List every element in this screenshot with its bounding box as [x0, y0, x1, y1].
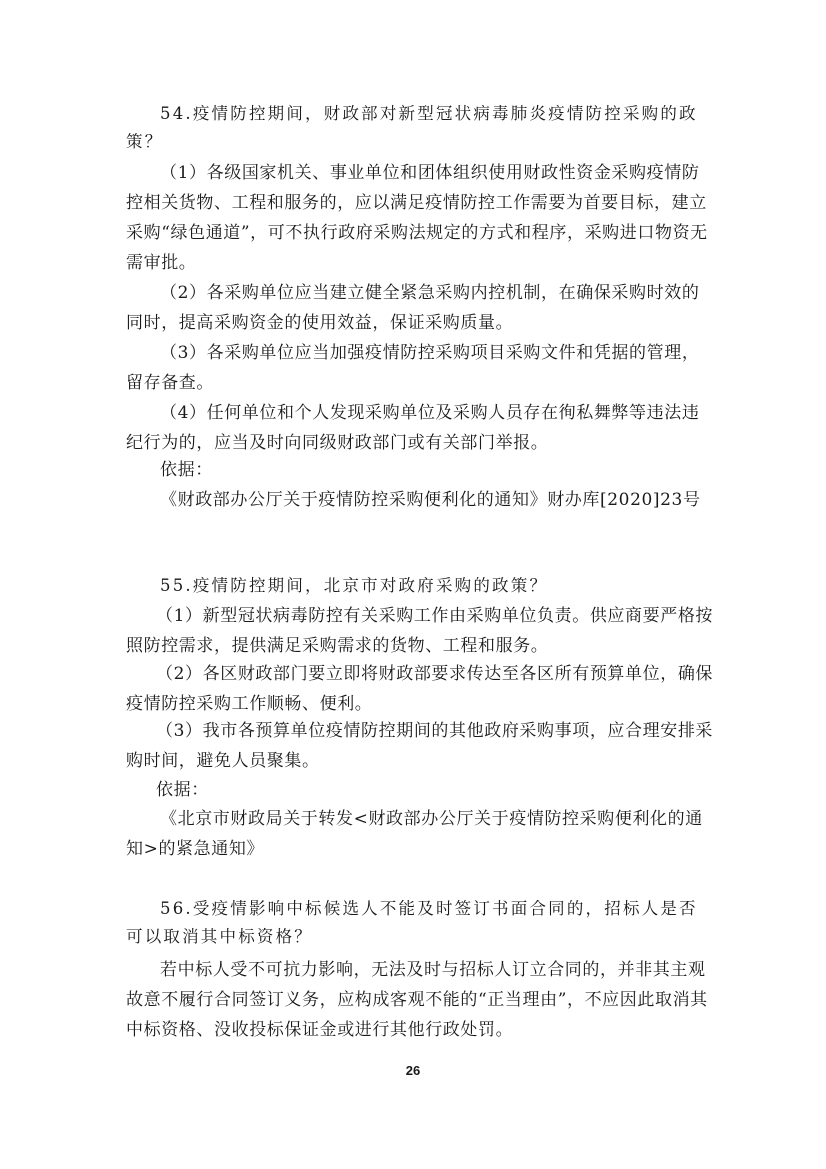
item-55-3: （3）我市各预算单位疫情防控期间的其他政府采购事项，应合理安排采购时间，避免人员聚集。 — [126, 721, 714, 771]
item-55-2: （2）各区财政部门要立即将财政部要求传达至各区所有预算单位，确保疫情防控采购工作顺畅、便利。 — [126, 664, 714, 714]
item-54-1: （1）各级国家机关、事业单位和团体组织使用财政性资金采购疫情防控相关货物、工程和服务的，应以满足疫情防控工作需要为首要目标，建立采购“绿色通道”，可不执行政府采购法规定的方式和程序，采购进口物资无需审批。 — [126, 163, 708, 273]
item-55-1: （1）新型冠状病毒防控有关采购工作由采购单位负责。供应商要严格按照防控需求，提供满足采购需求的货物、工程和服务。 — [126, 606, 714, 656]
basis-label-55: 依据： — [156, 780, 209, 800]
item-54-4: （4）任何单位和个人发现采购单位及采购人员存在徇私舞弊等违法违纪行为的，应当及时向同级财政部门或有关部门举报。 — [126, 403, 700, 453]
question-55: 55.疫情防控期间，北京市对政府采购的政策？ — [160, 576, 549, 595]
page-number: 26 — [405, 1063, 421, 1078]
basis-55: 《北京市财政局关于转发<财政部办公厅关于疫情防控采购便利化的通知>的紧急通知》 — [126, 809, 703, 859]
question-56: 56.受疫情影响中标候选人不能及时签订书面合同的，招标人是否可以取消其中标资格？ — [126, 899, 698, 946]
basis-label-54: 依据： — [160, 460, 213, 480]
basis-54: 《财政部办公厅关于疫情防控采购便利化的通知》财办库[2020]23号 — [160, 490, 701, 510]
answer-56: 若中标人受不可抗力影响，无法及时与招标人订立合同的，并非其主观故意不履行合同签订义务，应构成客观不能的“正当理由”，不应因此取消其中标资格、没收投标保证金或进行其他行政处罚。 — [126, 960, 708, 1040]
question-54: 54.疫情防控期间，财政部对新型冠状病毒肺炎疫情防控采购的政策？ — [126, 104, 698, 151]
item-54-3: （3）各采购单位应当加强疫情防控采购项目采购文件和凭据的管理，留存备查。 — [126, 343, 700, 393]
item-54-2: （2）各采购单位应当建立健全紧急采购内控机制，在确保采购时效的同时，提高采购资金的使用效益，保证采购质量。 — [126, 283, 700, 333]
